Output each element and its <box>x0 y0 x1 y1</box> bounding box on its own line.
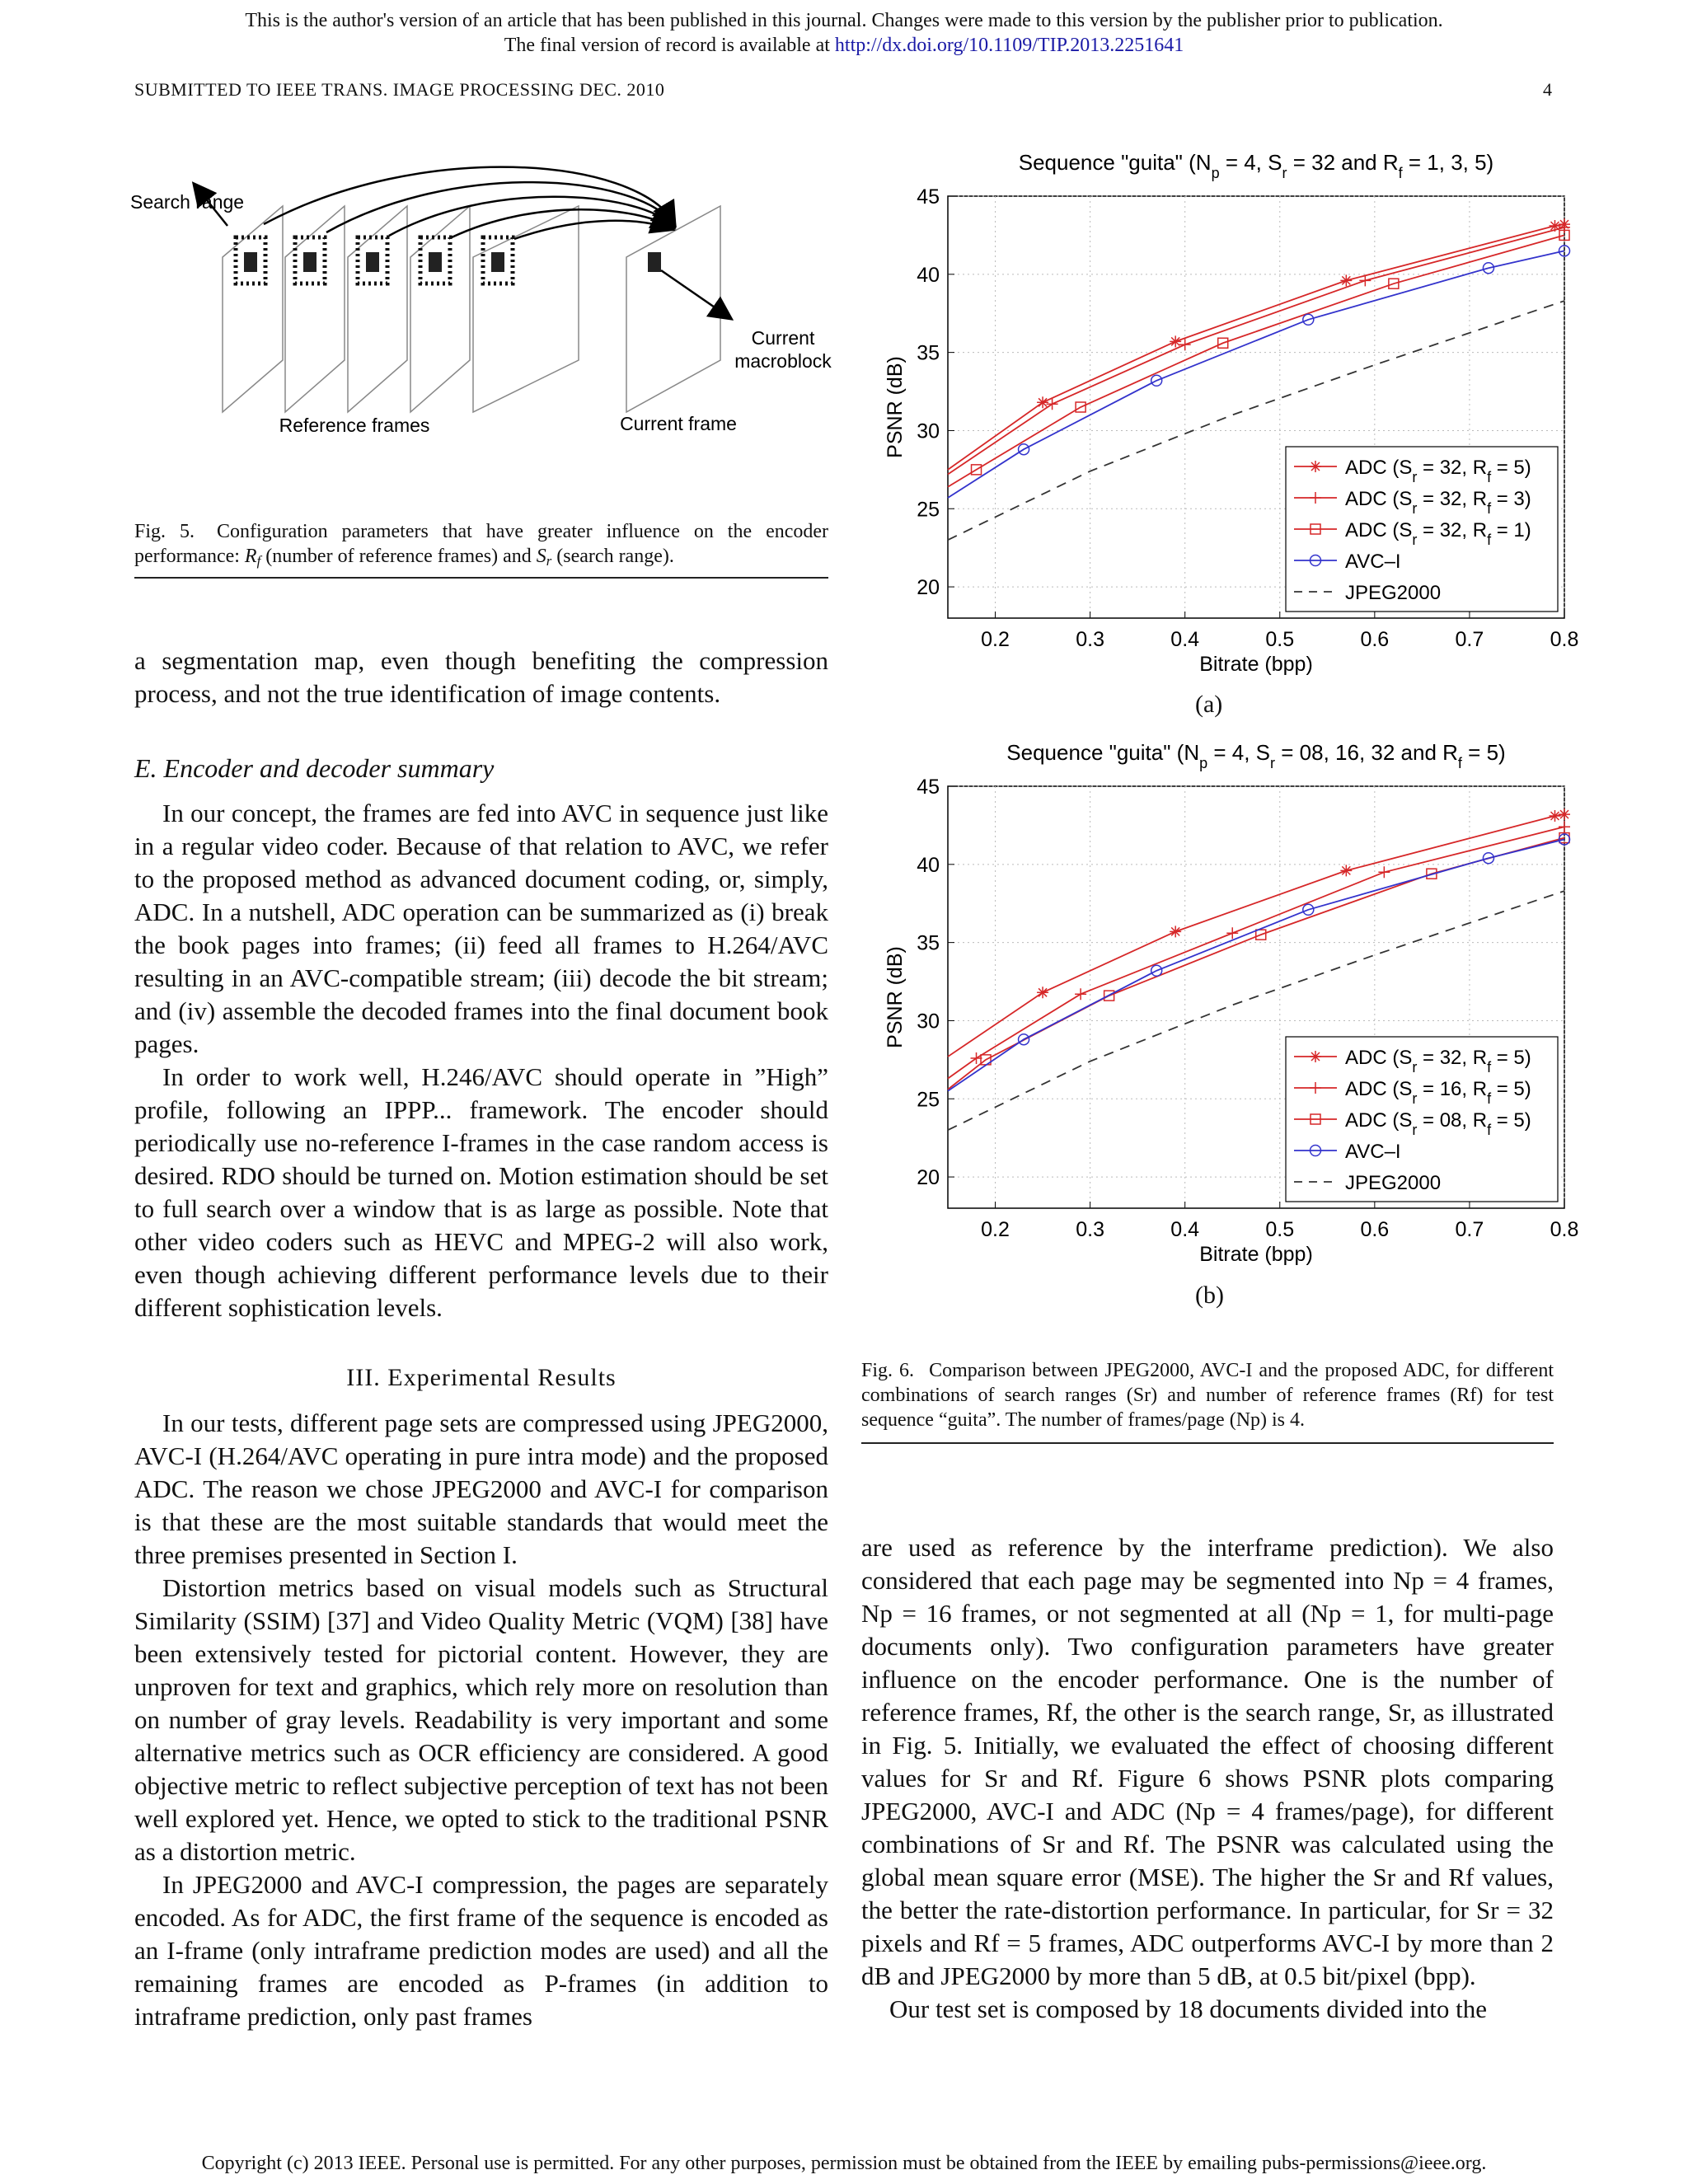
x-tick-label: 0.3 <box>1076 1218 1104 1241</box>
fig6-caption-text: Comparison between JPEG2000, AVC-I and the proposed ADC, for different combinations of search ranges (Sr) and number of reference frames (Rf) for test sequence “guita”. The number of frames/page (Np) is 4. <box>861 1360 1554 1431</box>
legend-label: AVC–I <box>1345 1141 1401 1163</box>
legend-label: AVC–I <box>1345 551 1401 573</box>
paragraph-reference: are used as reference by the interframe prediction). We also considered that each page may be segmented into Np = 4 frames, Np = 16 frames, or not segmented at all (Np = 1, for multi-page documents only). Two configuration parameters have greater influence on the encoder performance. One is the number of reference frames, Rf, the other is the search range, Sr, as illustrated in Fig. 5. Initially, we evaluated the effect of choosing different values for Sr and Rf. Figure 6 shows PSNR plots comparing JPEG2000, AVC-I and ADC (Np = 4 frames/page), for different combinations of Sr and Rf. The PSNR was calculated using the global mean square error (MSE). The higher the Sr and Rf values, the better the rate-distortion performance. In particular, for Sr = 32 pixels and Rf = 5 frames, ADC outperforms AVC-I by more than 2 dB and JPEG2000 by more than 5 dB, at 0.5 bit/pixel (bpp). <box>861 1533 1554 1990</box>
y-tick-label: 40 <box>917 853 940 877</box>
left-column-mid <box>134 797 828 1324</box>
x-tick-label: 0.7 <box>1455 628 1484 651</box>
x-tick-label: 0.5 <box>1265 628 1295 651</box>
fig5-caption-part3: (search range). <box>556 546 674 567</box>
y-tick-label: 20 <box>917 576 940 600</box>
fig5-caption-part2: (number of reference frames) and <box>265 546 532 567</box>
y-tick-label: 25 <box>917 498 940 522</box>
legend-label: ADC ($S_r = 32$, $R_f = 5$) <box>1345 457 1531 485</box>
sublabel-b: (b) <box>1195 1282 1224 1309</box>
notice-line-1: This is the author's version of an article that has been published in this journal. Changes were made to this version by the publisher prior to publication. <box>245 10 1443 31</box>
legend-label: ADC ($S_r = 08$, $R_f = 5$) <box>1345 1109 1531 1138</box>
x-axis-label: Bitrate (bpp) <box>1199 653 1313 676</box>
data-point <box>1170 926 1181 937</box>
x-tick-label: 0.4 <box>1170 1218 1200 1241</box>
fig6-caption <box>861 1358 1554 1432</box>
publication-notice <box>0 8 1688 58</box>
data-point <box>1559 808 1570 820</box>
legend-label: ADC ($S_r = 32$, $R_f = 3$) <box>1345 488 1531 517</box>
data-point <box>1037 396 1048 408</box>
paragraph-distortion: Distortion metrics based on visual models such as Structural Similarity (SSIM) [37] and Video Quality Metric (VQM) [38] have been extensively tested for pictorial content. However, they are unproven for text and graphics, which rely more on resolution than on number of gray levels. Readability is very important and some alternative metrics such as OCR efficiency are considered. A good objective metric to reflect subjective perception of text has not been well explored yet. Hence, we opted to stick to the traditional PSNR as a distortion metric. <box>134 1573 828 1866</box>
paragraph-jpeg2000: In JPEG2000 and AVC-I compression, the pages are separately encoded. As for ADC, the first frame of the sequence is encoded as an I-frame (only intraframe prediction modes are used) and all the remaining frames are encoded as P-frames (in addition to intraframe prediction, only past frames <box>134 1870 828 2031</box>
left-column-bottom <box>134 1407 828 2033</box>
chart-b <box>874 730 1579 1291</box>
copyright-footer: Copyright (c) 2013 IEEE. Personal use is permitted. For any other purposes, permission must be obtained from the IEEE by emailing pubs-permissions@ieee.org. <box>201 2153 1487 2174</box>
y-tick-label: 20 <box>917 1166 940 1190</box>
label-reference-frames: Reference frames <box>279 415 430 436</box>
x-axis-label: Bitrate (bpp) <box>1199 1243 1313 1266</box>
notice-prefix: The final version of record is available at <box>504 35 830 56</box>
fig5-caption-label: Fig. 5. <box>134 521 195 542</box>
left-column-top <box>134 644 828 710</box>
fig6-caption-label: Fig. 6. <box>861 1360 915 1381</box>
data-point <box>1549 810 1560 822</box>
page-number: 4 <box>1543 79 1553 100</box>
y-tick-label: 35 <box>917 931 940 955</box>
legend-label: JPEG2000 <box>1345 582 1442 604</box>
chart-title: Sequence "guita" ($N_p = 4$, $S_r = 32$ and $R_f = 1$, 3, 5) <box>1018 150 1494 181</box>
data-point <box>1170 335 1181 347</box>
legend-label: ADC ($S_r = 32$, $R_f = 5$) <box>1345 1047 1531 1076</box>
paragraph-high-profile: In order to work well, H.246/AVC should operate in ”High” profile, following an IPPP... framework. The encoder should periodically use no-reference I-frames in the case random access is desired. RDO should be turned on. Motion estimation should be set to full search over a window that is as large as possible. Note that other video coders such as HEVC and MPEG-2 will also work, even though achieving different performance levels due to their different sophistication levels. <box>134 1062 828 1322</box>
legend-label: ADC ($S_r = 32$, $R_f = 1$) <box>1345 519 1531 548</box>
paragraph-concept: In our concept, the frames are fed into AVC in sequence just like in a regular video coder. Because of that relation to AVC, we refer to the proposed method as advanced document coding, or, simply, ADC. In a nutshell, ADC operation can be summarized as (i) break the book pages into frames; (ii) feed all frames to H.264/AVC resulting in an AVC-compatible stream; (iii) decode the bit stream; and (iv) assemble the decoded frames into the final document book pages. <box>134 799 828 1058</box>
label-current: Current <box>751 327 815 349</box>
running-head: SUBMITTED TO IEEE TRANS. IMAGE PROCESSING DEC. 2010 <box>134 79 665 100</box>
fig5-caption-part1: Configuration parameters that have greater influence on the encoder performance: <box>134 521 829 567</box>
section-title <box>134 1364 828 1392</box>
data-point <box>1340 274 1352 286</box>
notice-line-2 <box>0 33 1688 58</box>
label-macroblock: macroblock <box>734 350 832 372</box>
x-tick-label: 0.5 <box>1265 1218 1295 1241</box>
x-tick-label: 0.6 <box>1360 628 1390 651</box>
x-tick-label: 0.2 <box>981 628 1010 651</box>
x-tick-label: 0.4 <box>1170 628 1200 651</box>
y-tick-label: 45 <box>917 185 940 209</box>
right-column-text <box>861 1531 1554 2026</box>
paragraph-tests: In our tests, different page sets are compressed using JPEG2000, AVC-I (H.264/AVC operating in pure intra mode) and the proposed ADC. The reason we chose JPEG2000 and AVC-I for comparison is that these are the most suitable standards that would meet the three premises presented in Section I. <box>134 1408 828 1569</box>
legend-label: ADC ($S_r = 16$, $R_f = 5$) <box>1345 1078 1531 1107</box>
x-tick-label: 0.2 <box>981 1218 1010 1241</box>
data-point <box>1340 865 1352 876</box>
legend-label: JPEG2000 <box>1345 1172 1442 1194</box>
subsection-title: E. Encoder and decoder summary <box>134 753 495 783</box>
label-current-frame: Current frame <box>620 413 737 434</box>
y-tick-label: 25 <box>917 1088 940 1112</box>
paragraph-segmentation: a segmentation map, even though benefiting the compression process, and not the true identification of image contents. <box>134 646 828 708</box>
chart-title: Sequence "guita" ($N_p = 4$, $S_r = 08$, 16, 32 and $R_f = 5$) <box>1006 740 1506 771</box>
fig6-rule <box>861 1442 1554 1444</box>
legend-marker <box>1310 461 1321 472</box>
fig5-rule <box>134 577 828 579</box>
doi-link[interactable]: http://dx.doi.org/10.1109/TIP.2013.2251641 <box>834 35 1184 56</box>
y-tick-label: 30 <box>917 1010 940 1033</box>
x-tick-label: 0.8 <box>1550 1218 1579 1241</box>
paragraph-test-set: Our test set is composed by 18 documents divided into the <box>889 1994 1487 2023</box>
fig5-diagram <box>124 173 849 453</box>
label-search-range: Search range <box>130 191 245 213</box>
chart-a <box>874 140 1579 701</box>
x-tick-label: 0.8 <box>1550 628 1579 651</box>
sublabel-a: (a) <box>1195 691 1223 718</box>
section-title-text: III. Experimental Results <box>346 1364 617 1391</box>
x-tick-label: 0.6 <box>1360 1218 1390 1241</box>
x-tick-label: 0.7 <box>1455 1218 1484 1241</box>
legend-marker <box>1310 1051 1321 1062</box>
y-tick-label: 30 <box>917 419 940 443</box>
y-tick-label: 35 <box>917 341 940 365</box>
x-tick-label: 0.3 <box>1076 628 1104 651</box>
fig5-caption: Fig. 5. Configuration parameters that have greater influence on the encoder performance: $R_f$ (number of reference frames) and $S_r$ (search range). <box>134 521 829 569</box>
y-axis-label: PSNR (dB) <box>884 946 907 1048</box>
y-tick-label: 45 <box>917 776 940 799</box>
data-point <box>1037 987 1048 998</box>
y-tick-label: 40 <box>917 263 940 287</box>
y-axis-label: PSNR (dB) <box>884 356 907 458</box>
